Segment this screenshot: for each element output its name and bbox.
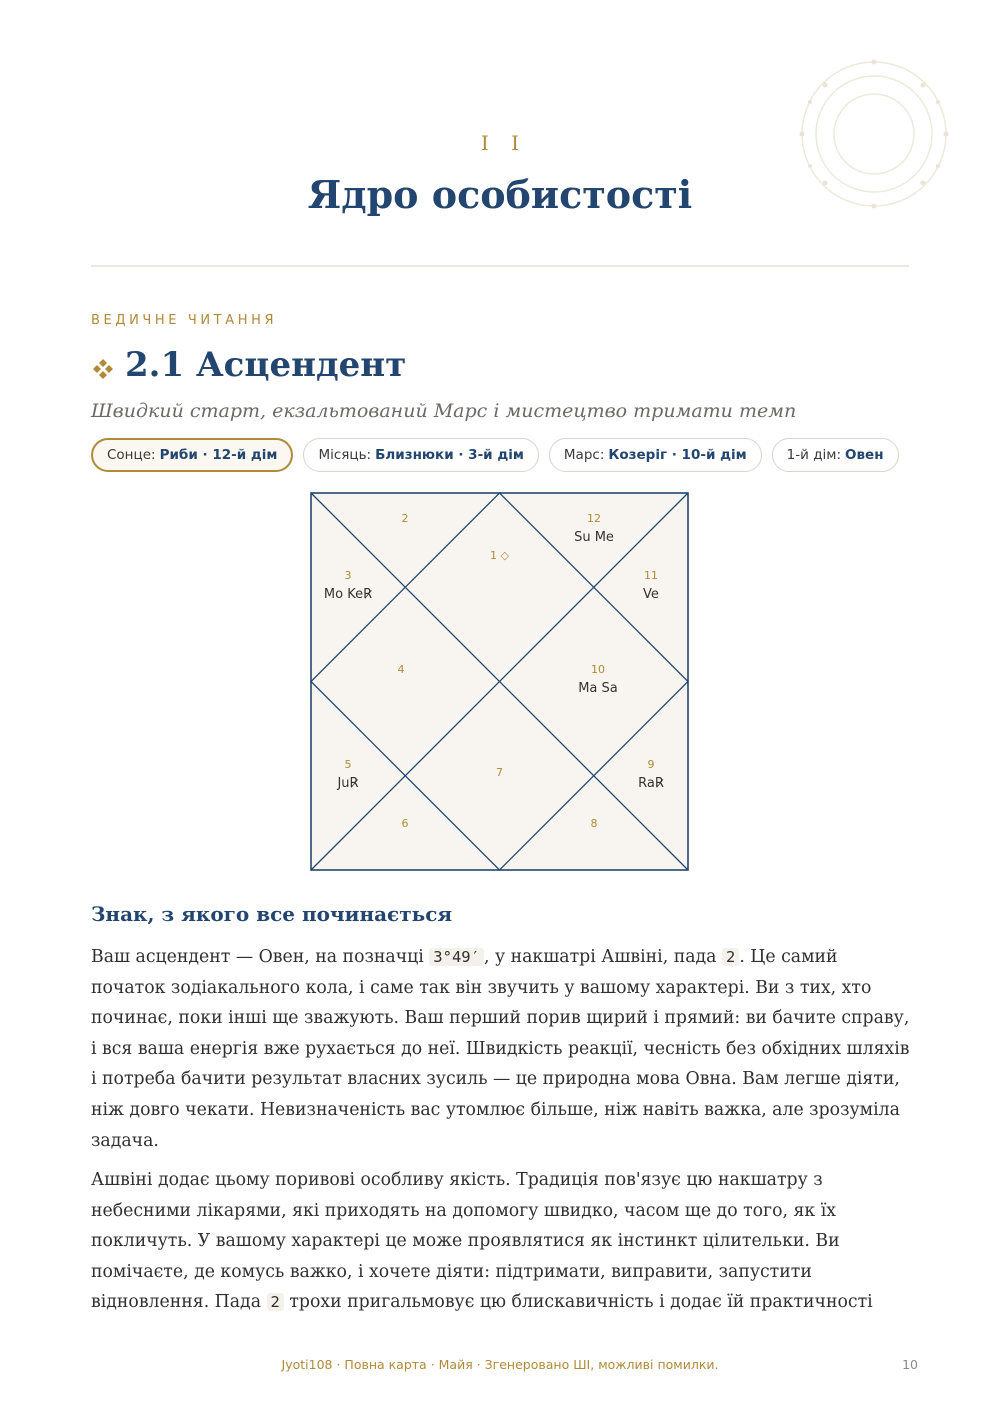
house-planets-9: RaR̷ [638,776,664,791]
house-number-5: 5 [344,758,352,771]
chapter-title: Ядро особистості [307,172,693,217]
text-run: . Це самий початок зодіакального кола, і саме так він звучить у вашому характері. Ви з тих, хто починає, поки інші ще зважують. Ваш перший порив щирий і прямий: ви бачите справу, і вся ваша енергія вже рухається до неї. Швидкість реакції, чесність без обхідних шляхів і потреба бачити результат власних зусиль — це природна мова Овна. Вам легше діяти, ніж довго чекати. Невизначеність вас утомлює більше, ніж навіть важка, але зрозуміла задача. [91,947,910,1151]
chip-value: Овен [845,447,884,463]
text-run: Ашвіні додає цьому поривові особливу якість. Традиція пов'язує цю накшатру з небесними лікарями, які приходять на допомогу швидко, часом ще до того, як їх покличуть. У вашому характері це може проявлятися як інстинкт цілительки. Ви помічаєте, де комусь важко, і хочете діяти: підтримати, виправити, запустити відновлення. Пада [91,1170,840,1313]
north-indian-birth-chart [310,492,689,871]
house-number-3: 3 [344,569,352,582]
house-planets-3: Mo KeR̷ [323,587,373,602]
house-number-7: 7 [496,766,503,779]
chip-mars[interactable] [549,438,762,472]
house-number-11: 11 [644,569,658,582]
chip-label: Місяць: [318,447,372,463]
house-number-1: 1 ◇ [490,549,509,562]
subsection-heading: Знак, з якого все починається [91,902,453,926]
chapter-number: I I [480,131,528,155]
paragraph-1 [91,942,911,1156]
section-title-text: 2.1 Асцендент [125,345,407,385]
house-planets-12: Su Me [574,530,614,545]
section-title [91,345,406,385]
divider [91,265,909,267]
text-run: , у накшатрі Ашвіні, пада [483,947,717,967]
chip-value: Риби · 12-й дім [159,447,278,463]
degree-code: 3°49′ [429,948,484,966]
chip-value: Козеріг · 10-й дім [608,447,747,463]
section-eyebrow: ВЕДИЧНЕ ЧИТАННЯ [91,313,278,328]
page-number: 10 [902,1357,918,1372]
text-run: трохи пригальмовує цю блискавичність і додає їй практичності [289,1292,873,1313]
house-number-12: 12 [587,512,601,525]
chip-label: Сонце: [107,447,156,463]
footer-text: Jyoti108 · Повна карта · Майя · Згенеровано ШІ, можливі помилки. [281,1357,719,1372]
house-planets-10: Ma Sa [578,681,618,696]
placement-chips [91,438,899,472]
chip-first-house[interactable] [772,438,899,472]
house-planets-11: Ve [643,587,659,602]
house-number-10: 10 [591,663,605,676]
pada-code: 2 [722,948,739,966]
pada-code: 2 [267,1293,284,1311]
chip-label: 1-й дім: [786,447,842,463]
house-planets-5: JuR̷ [337,776,359,791]
chip-sun[interactable] [91,438,293,472]
house-number-4: 4 [397,663,405,676]
diamond-ornament-icon [91,357,115,381]
text-run: Ваш асцендент — Овен, на позначці [91,947,424,967]
house-number-8: 8 [590,817,598,830]
chip-moon[interactable] [303,438,538,472]
chip-value: Близнюки · 3-й дім [375,447,524,463]
chip-label: Марс: [563,447,605,463]
section-subtitle: Швидкий старт, екзальтований Марс і мистецтво тримати темп [91,400,797,422]
house-number-6: 6 [401,817,409,830]
house-number-2: 2 [401,512,409,525]
paragraph-2 [91,1165,911,1318]
house-number-9: 9 [647,758,655,771]
